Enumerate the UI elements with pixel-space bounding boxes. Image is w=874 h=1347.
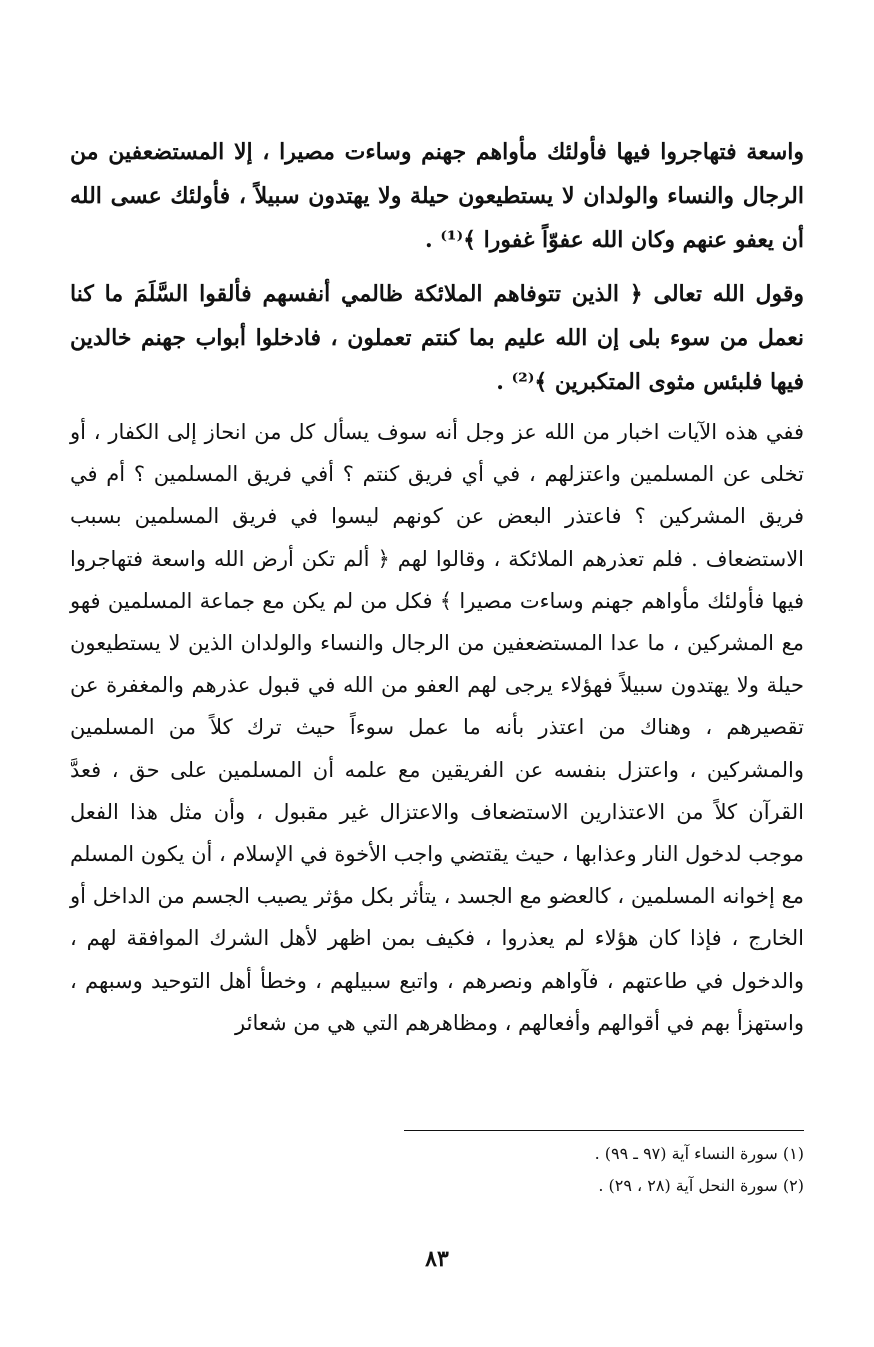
page-number: ٨٣ bbox=[425, 1246, 449, 1272]
footnote-1: (١) سورة النساء آية (٩٧ ـ ٩٩) . bbox=[594, 1144, 804, 1163]
footnote-separator bbox=[404, 1130, 804, 1131]
quran-quote-nahl: وقول الله تعالى ﴿ الذين تتوفاهم الملائكة ظالمي أنفسهم فألقوا السَّلَمَ ما كنا نعمل من سوء بلى إن الله عليم بما كنتم تعملون ، فادخلوا أبواب جهنم خالدين فيها فلبئس مثوى المتكبرين ﴾⁽²⁾ . bbox=[70, 281, 804, 395]
footnote-2: (٢) سورة النحل آية (٢٨ ، ٢٩) . bbox=[598, 1176, 804, 1195]
quran-quote-nisa: واسعة فتهاجروا فيها فأولئك مأواهم جهنم وساءت مصيرا ، إلا المستضعفين من الرجال والنساء والولدان لا يستطيعون حيلة ولا يهتدون سبيلاً ، فأولئك عسى الله أن يعفو عنهم وكان الله عفوّاً غفورا ﴾⁽¹⁾ . bbox=[70, 139, 804, 253]
body-paragraph: ففي هذه الآيات اخبار من الله عز وجل أنه سوف يسأل كل من انحاز إلى الكفار ، أو تخلى عن المسلمين واعتزلهم ، في أي فريق كنتم ؟ أفي فريق المسلمين ؟ أم في فريق المشركين ؟ فاعتذر البعض عن كونهم ليسوا في فريق المسلمين بسبب الاستضعاف . فلم تعذرهم الملائكة ، وقالوا لهم ﴿ ألم تكن أرض الله واسعة فتهاجروا فيها فأولئك مأواهم جهنم وساءت مصيرا ﴾ فكل من لم يكن مع جماعة المسلمين فهو مع المشركين ، ما عدا المستضعفين من الرجال والنساء والولدان الذين لا يستطيعون حيلة ولا يهتدون سبيلاً فهؤلاء يرجى لهم العفو من الله في قبول عذرهم والمغفرة عن تقصيرهم ، وهناك من اعتذر بأنه ما عمل سوءاً حيث ترك كلاً من المسلمين والمشركين ، واعتزل بنفسه عن الفريقين مع علمه أن المسلمين على حق ، فعدَّ القرآن كلاً من الاعتذارين الاستضعاف والاعتزال غير مقبول ، وأن مثل هذا الفعل موجب لدخول النار وعذابها ، حيث يقتضي واجب الأخوة في الإسلام ، أن يكون المسلم مع إخوانه المسلمين ، كالعضو مع الجسد ، يتأثر بكل مؤثر يصيب الجسم من الداخل أو الخارج ، فإذا كان هؤلاء لم يعذروا ، فكيف بمن اظهر لأهل الشرك الموافقة لهم ، والدخول في طاعتهم ، فآواهم ونصرهم ، واتبع سبيلهم ، وخطأ أهل التوحيد وسبهم ، واستهزأ بهم في أقوالهم وأفعالهم ، ومظاهرهم التي هي من شعائر bbox=[70, 420, 804, 1035]
footnotes bbox=[70, 1138, 804, 1202]
